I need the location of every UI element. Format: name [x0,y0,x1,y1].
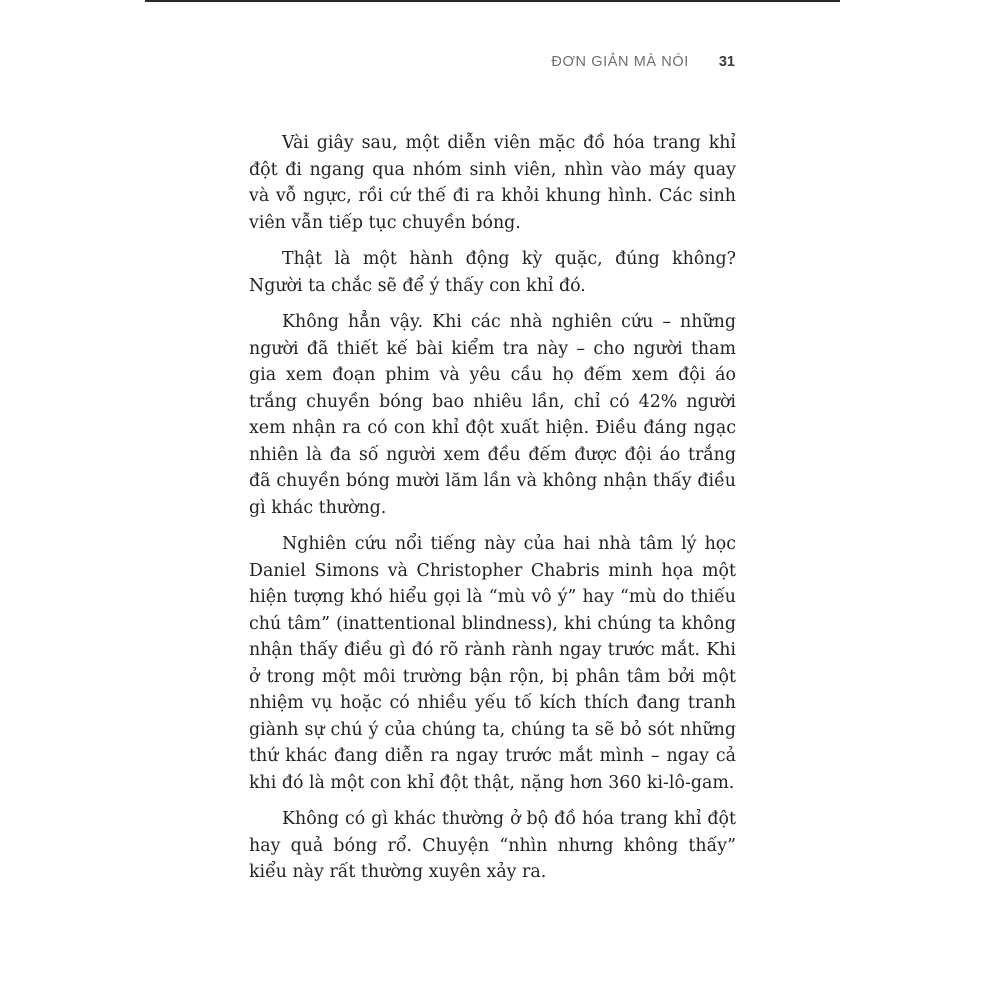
paragraph: Không có gì khác thường ở bộ đồ hóa trang khỉ đột hay quả bóng rổ. Chuyện “nhìn nhưng không thấy” kiểu này rất thường xuyên xảy ra. [249,809,736,882]
body-text [249,130,736,896]
paragraph: Thật là một hành động kỳ quặc, đúng không? Người ta chắc sẽ để ý thấy con khỉ đó. [249,249,736,296]
running-header-title: ĐƠN GIẢN MÀ NÓI [551,54,689,70]
paragraph: Vài giây sau, một diễn viên mặc đồ hóa trang khỉ đột đi ngang qua nhóm sinh viên, nhìn vào máy quay và vỗ ngực, rồi cứ thế đi ra khỏi khung hình. Các sinh viên vẫn tiếp tục chuyền bóng. [249,133,736,233]
paragraph: Không hẳn vậy. Khi các nhà nghiên cứu – những người đã thiết kế bài kiểm tra này – cho người tham gia xem đoạn phim và yêu cầu họ đếm xem đội áo trắng chuyền bóng bao nhiêu lần, chỉ có 42% người xem nhận ra có con khỉ đột xuất hiện. Điều đáng ngạc nhiên là đa số người xem đều đếm được đội áo trắng đã chuyền bóng mười lăm lần và không nhận thấy điều gì khác thường. [249,312,736,518]
paragraph: Nghiên cứu nổi tiếng này của hai nhà tâm lý học Daniel Simons và Christopher Chabris minh họa một hiện tượng khó hiểu gọi là “mù vô ý” hay “mù do thiếu chú tâm” (inattentional blindness), khi chúng ta không nhận thấy điều gì đó rõ rành rành ngay trước mắt. Khi ở trong một môi trường bận rộn, bị phân tâm bởi một nhiệm vụ hoặc có nhiều yếu tố kích thích đang tranh giành sự chú ý của chúng ta, chúng ta sẽ bỏ sót những thứ khác đang diễn ra ngay trước mắt mình – ngay cả khi đó là một con khỉ đột thật, nặng hơn 360 ki-lô-gam. [249,534,736,793]
top-border-rule [145,0,840,2]
page-number: 31 [718,54,735,70]
running-header [551,54,735,70]
